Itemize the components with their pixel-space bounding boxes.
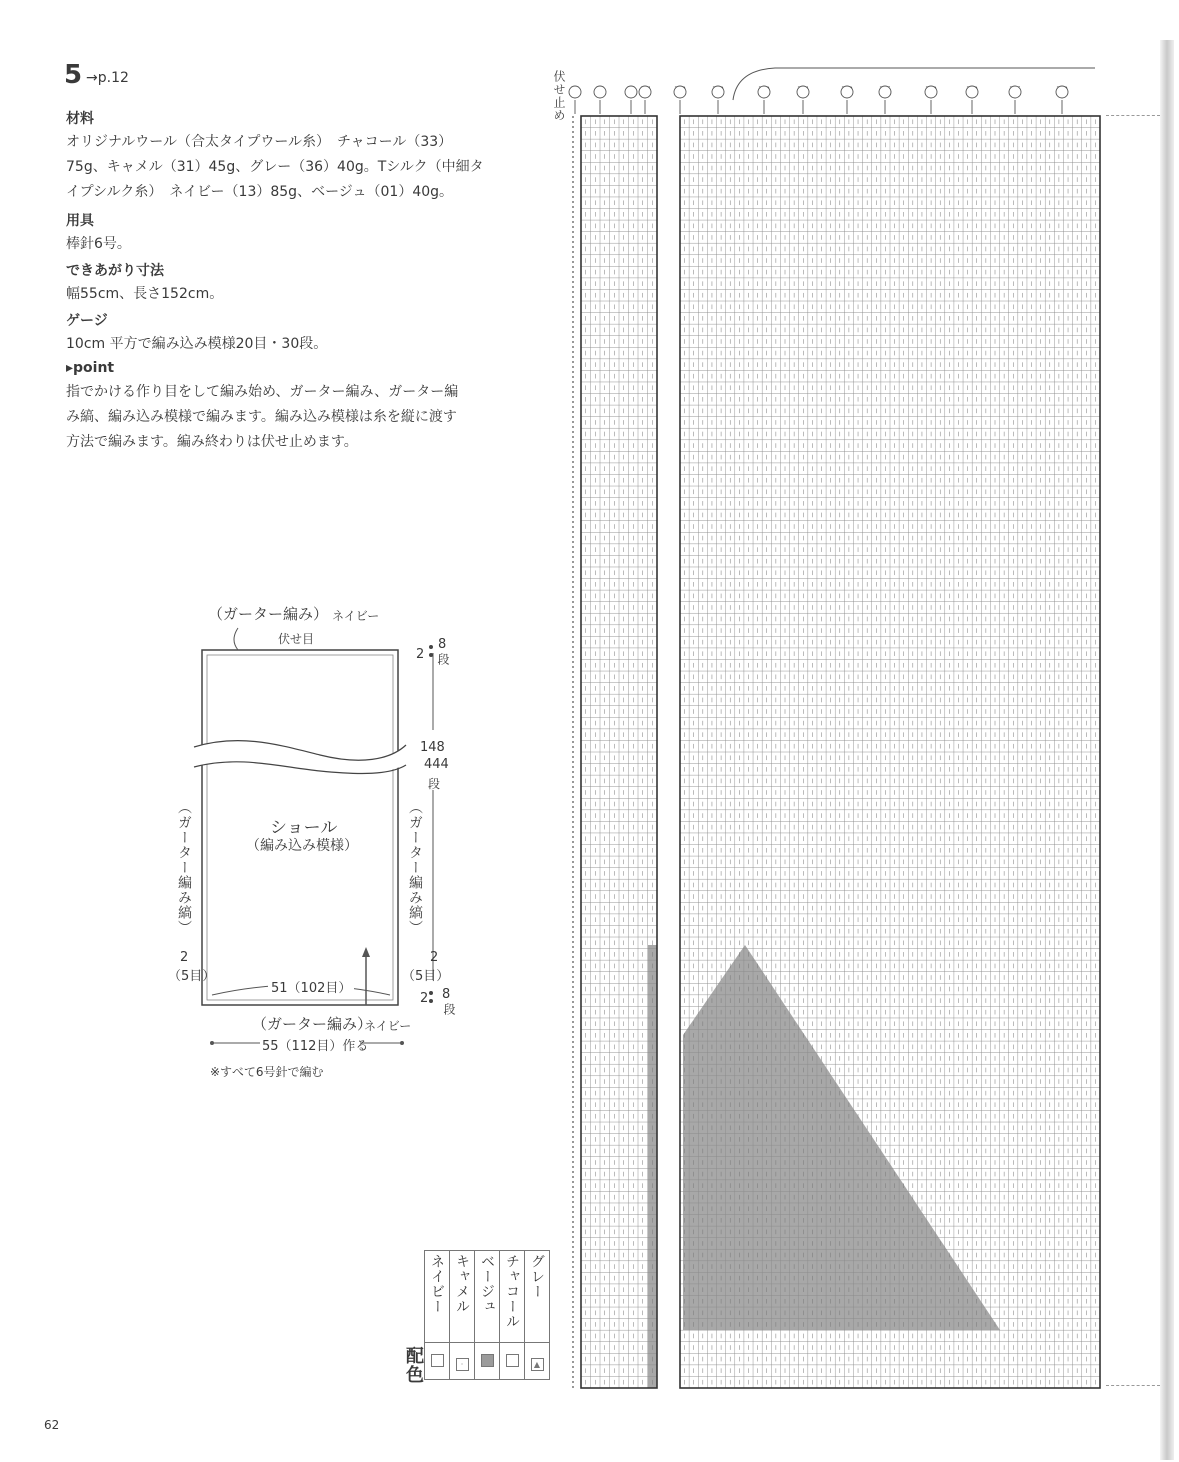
legend-color-name: キャメル xyxy=(454,1254,470,1314)
length-rows: 444 xyxy=(424,757,449,772)
col-label-circle xyxy=(879,86,891,98)
top-rows: 8 xyxy=(438,637,447,652)
bottom-rows-unit: 段 xyxy=(442,1003,456,1016)
legend-swatch-camel: · xyxy=(456,1358,469,1371)
materials-line: オリジナルウール（合太タイプウール糸） チャコール（33） xyxy=(66,134,453,150)
body-subtitle: （編み込み模様） xyxy=(246,838,358,854)
side-right-sts: （5目） xyxy=(402,969,450,984)
bottom-rows-cm: 2 xyxy=(420,991,429,1006)
row-label-circle xyxy=(594,86,606,98)
top-rows-cm: 2 xyxy=(416,647,425,662)
bottom-rows: 8 xyxy=(442,987,451,1002)
col-label-circle xyxy=(925,86,937,98)
materials-line: イプシルク糸） ネイビー（13）85g、ベージュ（01）40g。 xyxy=(66,184,454,200)
legend-color-name: ベージュ xyxy=(479,1254,495,1314)
legend-swatch-cell xyxy=(425,1343,450,1380)
cast-on-label: 55（112目）作る xyxy=(262,1039,369,1054)
point-heading: ▸point xyxy=(66,360,115,376)
bind-off-label: 伏せ目 xyxy=(278,632,315,646)
bottom-color-label: ネイビー xyxy=(364,1019,412,1033)
bind-off-row-label: 伏せ止め xyxy=(552,70,566,122)
side-left-label: （ガーター編み縞） xyxy=(176,800,192,935)
legend-swatch-cell xyxy=(475,1343,500,1380)
top-color-label: ネイビー xyxy=(332,609,380,623)
row-label-circle xyxy=(569,86,581,98)
page-edge xyxy=(1160,40,1174,1460)
needle-note: ※すべて6号針で編む xyxy=(210,1065,324,1079)
point-text xyxy=(66,380,536,455)
pattern-number: 5 xyxy=(64,60,83,90)
legend-name-cell xyxy=(475,1251,500,1343)
point-line: 指でかける作り目をして編み始め、ガーター編み、ガーター編 xyxy=(66,384,459,400)
col-label-circle xyxy=(674,86,686,98)
col-label-circle xyxy=(1009,86,1021,98)
materials-line: 75g、キャメル（31）45g、グレー（36）40g。Tシルク（中細タ xyxy=(66,159,484,175)
size-text: 幅55cm、長さ152cm。 xyxy=(66,286,224,302)
tools-heading: 用具 xyxy=(66,213,94,229)
bottom-garter-label: （ガーター編み） xyxy=(252,1015,373,1033)
row-label-circle xyxy=(639,86,651,98)
shawl-schematic xyxy=(150,595,480,1095)
length-cm: 148 xyxy=(420,740,445,755)
gauge-text: 10cm 平方で編み込み模様20目・30段。 xyxy=(66,336,328,352)
legend-swatch-cell xyxy=(450,1343,475,1380)
col-label-circle xyxy=(712,86,724,98)
col-label-circle xyxy=(758,86,770,98)
inner-width-label: 51（102目） xyxy=(268,977,354,996)
side-right-label: （ガーター編み縞） xyxy=(407,800,423,935)
side-left-sts: （5目） xyxy=(168,969,216,984)
chart-repeat-bracket xyxy=(733,68,1095,100)
row-label-circle xyxy=(625,86,637,98)
legend-swatch-beige xyxy=(481,1354,494,1367)
legend-name-cell xyxy=(500,1251,525,1343)
page-number: 62 xyxy=(44,1418,60,1432)
side-right-cm: 2 xyxy=(430,950,439,965)
col-label-circle xyxy=(797,86,809,98)
legend-name-cell xyxy=(425,1251,450,1343)
col-label-circle xyxy=(1056,86,1068,98)
materials-heading: 材料 xyxy=(66,111,94,127)
pattern-page-ref: →p.12 xyxy=(86,70,129,86)
gauge-heading: ゲージ xyxy=(66,313,108,329)
legend-swatch-grey: ▲ xyxy=(531,1358,544,1371)
tools-text: 棒針6号。 xyxy=(66,236,131,252)
legend-color-name: ネイビー xyxy=(429,1254,445,1314)
col-label-circle xyxy=(841,86,853,98)
cut-line-top xyxy=(1106,115,1160,116)
side-left-cm: 2 xyxy=(180,950,189,965)
knitting-chart xyxy=(545,60,1155,1400)
legend-color-name: チャコール xyxy=(504,1254,520,1329)
legend-title: 配色 xyxy=(403,1346,424,1384)
point-line: み縞、編み込み模様で編みます。編み込み模様は糸を縦に渡す xyxy=(66,409,457,425)
point-line: 方法で編みます。編み終わりは伏せ止めます。 xyxy=(66,434,358,450)
size-heading: できあがり寸法 xyxy=(66,263,164,279)
length-rows-unit: 段 xyxy=(428,777,441,791)
top-garter-label: （ガーター編み） xyxy=(208,605,329,623)
chart-grid xyxy=(545,60,1155,1400)
legend-swatch-cell xyxy=(500,1343,525,1380)
cut-line-bottom xyxy=(1106,1385,1160,1386)
legend-name-cell xyxy=(450,1251,475,1343)
color-legend xyxy=(400,1250,545,1390)
legend-swatch-charcoal xyxy=(506,1354,519,1367)
legend-table xyxy=(424,1250,550,1380)
col-label-circle xyxy=(966,86,978,98)
materials-text xyxy=(66,130,536,205)
legend-color-name: グレー xyxy=(529,1254,545,1299)
legend-swatch-navy xyxy=(431,1354,444,1367)
top-rows-unit: 段 xyxy=(436,653,450,666)
body-title: ショール xyxy=(270,818,338,838)
